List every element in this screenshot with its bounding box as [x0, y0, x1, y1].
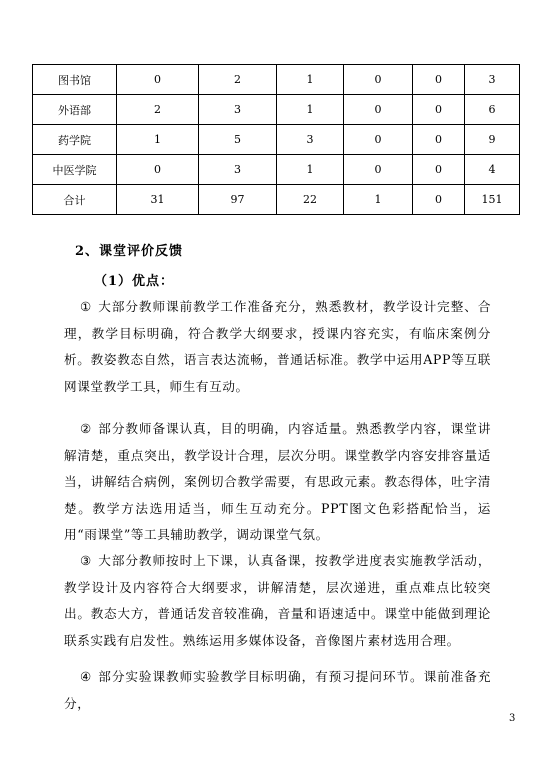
table-cell: 3 [199, 95, 277, 125]
table-row [33, 185, 520, 215]
paragraph-3 [64, 548, 491, 654]
table-cell: 1 [277, 65, 344, 95]
table-cell: 0 [413, 125, 465, 155]
table-cell: 3 [277, 125, 344, 155]
table-cell: 9 [465, 125, 520, 155]
table-cell: 1 [277, 155, 344, 185]
table-cell: 0 [117, 65, 199, 95]
paragraph-number: ③ [80, 553, 93, 568]
paragraph-text: 大部分教师按时上下课，认真备课，按教学进度表实施教学活动，教学设计及内容符合大纲要求，讲解清楚，层次递进，重点难点比较突出。教态大方，普通话发音较准确，音量和语速适中。课堂中能做到理论联系实践有启发性。熟练运用多媒体设备，音像图片素材选用合理。 [64, 553, 492, 648]
table-cell: 0 [413, 95, 465, 125]
table-cell: 97 [199, 185, 277, 215]
table-cell: 151 [465, 185, 520, 215]
table-cell: 31 [117, 185, 199, 215]
paragraph-4 [64, 664, 491, 717]
section-heading: 2、课堂评价反馈 [75, 244, 184, 259]
paragraph-number: ② [80, 421, 93, 436]
table-cell: 1 [344, 185, 413, 215]
paragraph-text: 部分教师备课认真，目的明确，内容适量。熟悉教学内容，课堂讲解清楚，重点突出，教学设计合理，层次分明。课堂教学内容安排容量适当，讲解结合病例，案例切合教学需要，有思政元素。教态得体，吐字清楚。教学方法选用适当，师生互动充分。PPT图文色彩搭配恰当，运用“雨课堂”等工具辅助教学，调动课堂气氛。 [64, 421, 492, 542]
table-cell: 5 [199, 125, 277, 155]
table-row-label: 药学院 [33, 125, 117, 155]
table-cell: 0 [344, 155, 413, 185]
table-cell: 0 [344, 95, 413, 125]
table-row [33, 95, 520, 125]
table-cell: 2 [199, 65, 277, 95]
table-cell: 2 [117, 95, 199, 125]
table-row [33, 65, 520, 95]
table-cell: 0 [117, 155, 199, 185]
table-cell: 0 [344, 125, 413, 155]
paragraph-2 [64, 416, 491, 549]
table-cell: 0 [413, 185, 465, 215]
table-cell: 6 [465, 95, 520, 125]
table-cell: 0 [413, 155, 465, 185]
table-cell: 4 [465, 155, 520, 185]
table-row [33, 125, 520, 155]
table-row-label: 合计 [33, 185, 117, 215]
table-cell: 22 [277, 185, 344, 215]
paragraph-number: ① [80, 299, 93, 314]
table-row-label: 图书馆 [33, 65, 117, 95]
table-cell: 0 [413, 65, 465, 95]
paragraph-text: 部分实验课教师实验教学目标明确，有预习提问环节。课前准备充分， [64, 669, 492, 711]
page-number: 3 [509, 713, 516, 724]
table-row [33, 155, 520, 185]
table-cell: 0 [344, 65, 413, 95]
table-cell: 3 [199, 155, 277, 185]
table-cell: 3 [465, 65, 520, 95]
paragraph-number: ④ [80, 669, 93, 684]
statistics-table [32, 64, 520, 215]
subsection-heading: （1）优点： [94, 274, 175, 289]
table-row-label: 外语部 [33, 95, 117, 125]
table-cell: 1 [117, 125, 199, 155]
paragraph-1 [64, 294, 491, 400]
table-cell: 1 [277, 95, 344, 125]
paragraph-text: 大部分教师课前教学工作准备充分，熟悉教材，教学设计完整、合理，教学目标明确，符合教学大纲要求，授课内容充实，有临床案例分析。教姿教态自然，语言表达流畅，普通话标准。教学中运用APP等互联网课堂教学工具，师生有互动。 [64, 299, 492, 394]
table-body [33, 65, 520, 215]
table-row-label: 中医学院 [33, 155, 117, 185]
